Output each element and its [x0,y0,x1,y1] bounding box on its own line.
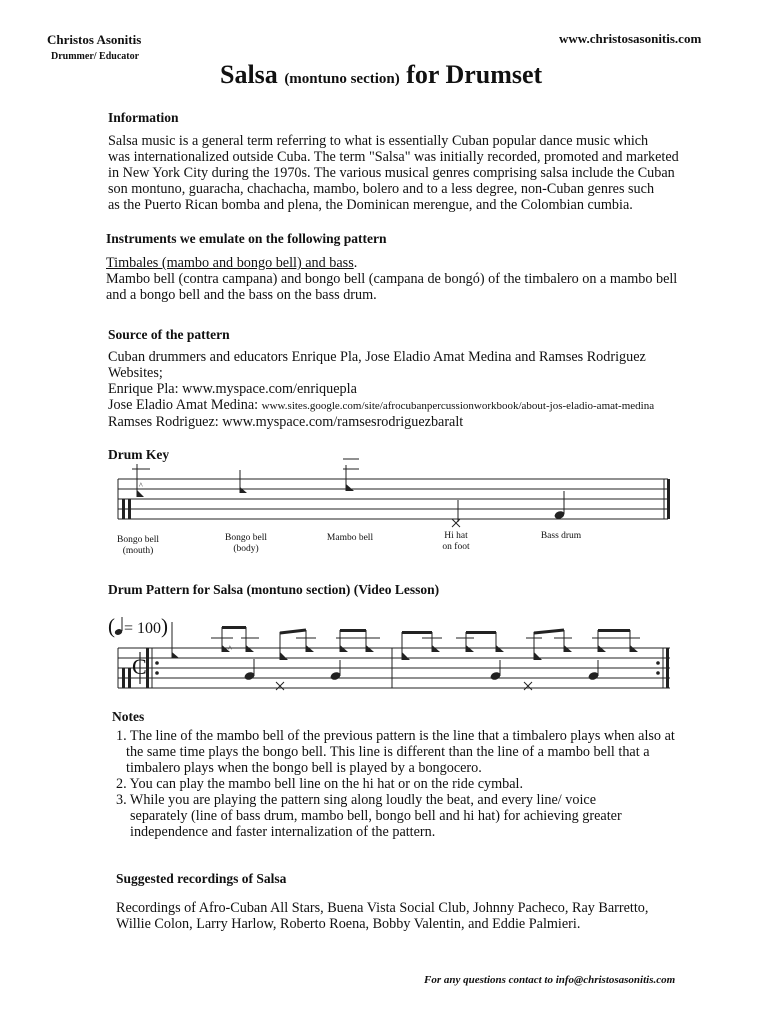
notes-line: 3. While you are playing the pattern sing along loudly the beat, and every line/ voice [116,792,596,808]
pattern-heading[interactable]: Drum Pattern for Salsa (montuno section) (Video Lesson) [108,582,440,597]
information-line: in New York City during the 1970s. The various musical genres comprising salsa include the Cuban [108,165,675,181]
notes-line: 1. The line of the mambo bell of the previous pattern is the line that a timbalero plays when also at [116,728,675,744]
recordings-line: Recordings of Afro-Cuban All Stars, Buena Vista Social Club, Johnny Pacheco, Ray Barretto, [116,900,649,916]
source-line: Cuban drummers and educators Enrique Pla, Jose Eladio Amat Medina and Ramses Rodriguez [108,349,646,365]
notes-line: the same time plays the bongo bell. This line is different than the line of a mambo bell that a [126,744,650,760]
information-line: son montuno, guaracha, chachacha, mambo, bolero and to a less degree, non-Cuban genres such [108,181,655,197]
instruments-line: Mambo bell (contra campana) and bongo bell (campana de bongó) of the timbalero on a mambo bell [106,271,678,287]
notes-line: 2. You can play the mambo bell line on the hi hat or on the ride cymbal. [116,776,524,792]
key-label-line: Bongo bell [117,535,159,545]
instruments-period: . [353,255,358,271]
author-role: Drummer/ Educator [51,51,140,62]
information-line: was internationalized outside Cuba. The term "Salsa" was initially recorded, promoted and marketed [108,149,679,165]
tempo-value: = 100 [124,620,162,637]
notes-heading: Notes [112,709,145,724]
key-label-line: on foot [442,542,470,552]
author-name: Christos Asonitis [47,32,142,47]
instruments-heading: Instruments we emulate on the following pattern [106,231,387,246]
recordings-line: Willie Colon, Larry Harlow, Roberto Roena, Bobby Valentin, and Eddie Palmieri. [116,916,581,932]
key-label-line: (body) [233,544,259,554]
information-line: Salsa music is a general term referring to what is essentially Cuban popular dance music which [108,133,649,149]
instruments-underlined: Timbales (mambo and bongo bell) and bass [106,255,354,271]
tempo-close-paren: ) [161,614,169,638]
recordings-body [116,900,648,932]
source-label: Jose Eladio Amat Medina: [108,397,262,413]
key-label-line: Mambo bell [326,533,374,543]
key-label-line: Bass drum [540,531,582,541]
title-main: Salsa [220,60,278,89]
title-rest: for Drumset [406,60,543,89]
svg-text:^: ^ [228,644,232,653]
tempo-open-paren: ( [108,614,115,638]
notes-line: separately (line of bass drum, mambo bell, bongo bell and hi hat) for achieving greater [130,808,622,824]
key-label-line: Bongo bell [225,533,267,543]
source-heading: Source of the pattern [108,327,230,342]
key-label-line: (mouth) [122,546,154,556]
source-line: Enrique Pla: www.myspace.com/enriquepla [108,381,357,397]
website-link[interactable]: www.christosasonitis.com [559,31,702,46]
notes-line: independence and faster internalization of the pattern. [130,824,436,840]
pattern-measure-1 [172,622,374,690]
instruments-line: and a bongo bell and the bass on the bass drum. [106,287,377,303]
drum-key-heading: Drum Key [108,447,170,462]
notes-body [116,728,675,840]
notes-line: timbalero plays when the bongo bell is played by a bongocero. [126,760,482,776]
key-label-line: Hi hat [444,531,468,541]
source-line: Ramses Rodriguez: www.myspace.com/ramsesrodriguezbaralt [108,414,464,430]
time-signature: C [132,654,147,679]
recordings-heading: Suggested recordings of Salsa [116,871,287,886]
svg-text:^: ^ [139,481,143,490]
source-line: Websites; [108,365,163,381]
source-url[interactable]: www.sites.google.com/site/afrocubanpercussionworkbook/about-jos-eladio-amat-medina [261,400,655,412]
footer-contact[interactable]: For any questions contact to info@christosasonitis.com [424,974,676,986]
title-sub: (montuno section) [284,71,400,87]
information-line: as the Puerto Rican bomba and plena, the Dominican merengue, and the Colombian cumbia. [108,197,633,213]
information-heading: Information [108,110,179,125]
